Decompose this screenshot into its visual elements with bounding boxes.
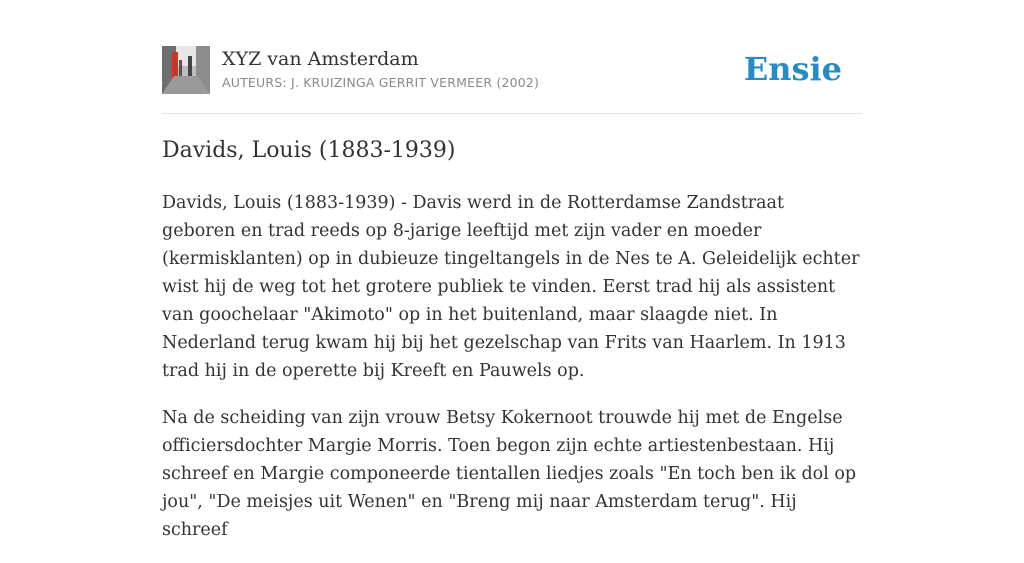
source-authors: AUTEURS: J. KRUIZINGA GERRIT VERMEER (2002) — [222, 75, 540, 90]
ensie-logo[interactable]: Ensie — [743, 50, 842, 88]
source-avatar[interactable] — [162, 46, 210, 94]
article-body — [162, 189, 862, 563]
article-title: Davids, Louis (1883-1939) — [162, 138, 456, 163]
header-divider — [162, 113, 862, 114]
street-photo-icon — [162, 46, 210, 94]
source-header — [162, 46, 862, 98]
source-title[interactable]: XYZ van Amsterdam — [222, 48, 419, 70]
article-paragraph: Na de scheiding van zijn vrouw Betsy Kokernoot trouwde hij met de Engelse officiersdochter Margie Morris. Toen begon zijn echte artiestenbestaan. Hij schreef en Margie componeerde tientallen liedjes zoals "En toch ben ik dol op jou", "De meisjes uit Wenen" en "Breng mij naar Amsterdam terug". Hij schreef — [162, 408, 857, 540]
article-paragraph: Davids, Louis (1883-1939) - Davis werd in de Rotterdamse Zandstraat geboren en trad reeds op 8-jarige leeftijd met zijn vader en moeder (kermisklanten) op in dubieuze tingeltangels in de Nes te A. Geleidelijk echter wist hij de weg tot het grotere publiek te vinden. Eerst trad hij als assistent van goochelaar "Akimoto" op in het buitenland, maar slaagde niet. In Nederland terug kwam hij bij het gezelschap van Frits van Haarlem. In 1913 trad hij in de operette bij Kreeft en Pauwels op. — [162, 193, 860, 381]
